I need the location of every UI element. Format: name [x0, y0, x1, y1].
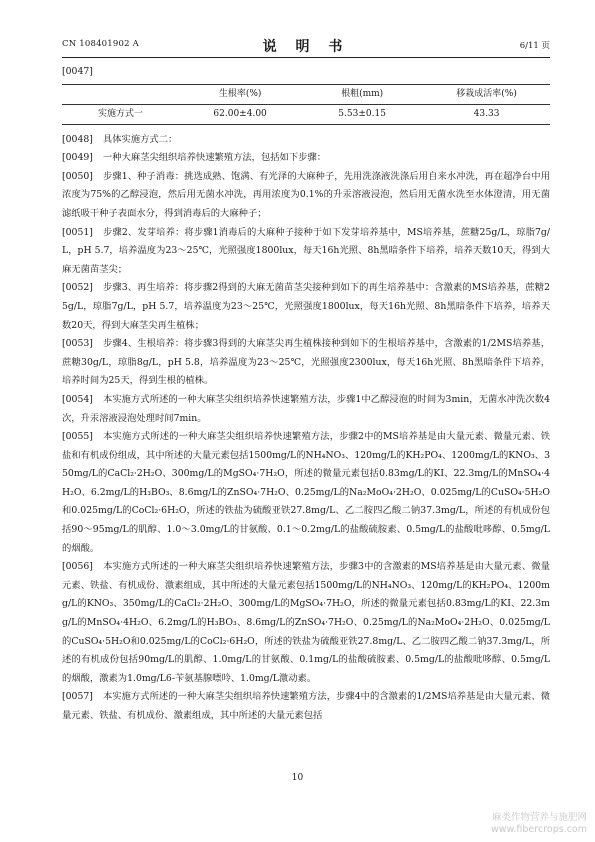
- paragraph-tag: [0054]: [62, 393, 93, 405]
- paragraph-tag: [0052]: [62, 282, 93, 294]
- paragraph-tag: [0050]: [62, 170, 93, 182]
- table-cell: 5.53±0.15: [338, 108, 386, 119]
- paragraph-text: 本实施方式所述的一种大麻茎尖组织培养快速繁殖方法，步骤1中乙醇浸泡的时间为3min，无菌水冲洗次数4次，升汞溶液浸泡处理时间7min。: [62, 393, 550, 424]
- paragraph-text: 一种大麻茎尖组织培养快速繁殖方法，包括如下步骤：: [102, 152, 327, 164]
- paragraph-text: 本实施方式所述的一种大麻茎尖组织培养快速繁殖方法，步骤3中的含激素的MS培养基是由大量元素、微量元素、铁盐、有机成份、激素组成，其中所述的大量元素包括1500mg/L的NH₄NO₃、120mg/L的KH₂PO₄、1200mg/L的KNO₃、350mg/L的CaCl₂·2H₂O、300mg/L的MgSO₄·7H₂O，所述的微量元素包括0.83mg/L的KI、22.3mg/L的MnSO₄·4H₂O、6.2mg/L的H₃BO₃、8.6mg/L的ZnSO₄·7H₂O、0.25mg/L的Na₂MoO₄·2H₂O、0.025mg/L的CuSO₄·5H₂O和0.025mg/L的CoCl₂·6H₂O，所述的铁盐为硫酸亚铁27.8mg/L、乙二胺四乙酸二钠37.3mg/L，所述的有机成份包括90mg/L的肌醇、1.0mg/L的甘氨酸、0.1mg/L的盐酸硫胺素、0.5mg/L的盐酸吡哆醇、0.5mg/L的烟酸，激素为1.0mg/L6-苄氨基腺嘌呤、1.0mg/L激动素。: [62, 561, 550, 684]
- paragraph-0054: [62, 391, 550, 428]
- paragraph-0048: [62, 131, 550, 150]
- paragraph-0057: [62, 688, 550, 725]
- table-cell: 43.33: [473, 108, 500, 119]
- paragraph-tag: [0048]: [62, 133, 93, 145]
- document-body: [62, 63, 550, 726]
- table-row: [62, 104, 550, 124]
- table-header-cell: 移栽成活率(%): [456, 88, 517, 99]
- paragraph-text: 具体实施方式二：: [102, 133, 178, 145]
- paragraph-0055: [62, 428, 550, 558]
- paragraph-0051: [62, 224, 550, 280]
- paragraph-tag: [0057]: [62, 691, 93, 703]
- paragraph-0049: [62, 149, 550, 168]
- paragraph-tag: [0049]: [62, 152, 93, 164]
- watermark-url: www.fibercrops.com: [490, 824, 587, 835]
- page-reference: 6/11 页: [519, 41, 550, 51]
- header-rule: [62, 57, 550, 58]
- paragraph-0053: [62, 335, 550, 391]
- document-title: 说 明 书: [262, 39, 350, 55]
- paragraph-text: 步骤2、发芽培养：将步骤1消毒后的大麻种子接种于如下发芽培养基中，MS培养基，蔗糖25g/L，琼脂7g/L，pH 5.7，培养温度为23～25℃，光照强度1800lux，每天16h光照、8h黑暗条件下培养，培养天数10天，得到大麻无菌苗茎尖；: [62, 226, 550, 275]
- paragraph-text: 本实施方式所述的一种大麻茎尖组织培养快速繁殖方法，步骤4中的含激素的1/2MS培养基是由大量元素、微量元素、铁盐、有机成份、激素组成，其中所述的大量元素包括: [62, 691, 550, 721]
- patent-number: CN 108401902 A: [62, 39, 139, 49]
- table-header-cell: [62, 84, 179, 104]
- paragraph-0052: [62, 279, 550, 335]
- page-header: [62, 36, 550, 54]
- paragraph-text: 步骤3、再生培养：将步骤2得到的大麻无菌苗茎尖接种到如下的再生培养基中：含激素的MS培养基，蔗糖25g/L，琼脂7g/L，pH 5.7，培养温度为23～25℃，光照强度1800lux，每天16h光照、8h黑暗条件下培养，培养天数20天，得到大麻茎尖再生植株；: [62, 282, 550, 331]
- table-header-row: [62, 84, 550, 104]
- paragraph-text: 本实施方式所述的一种大麻茎尖组织培养快速繁殖方法，步骤2中的MS培养基是由大量元素、微量元素、铁盐和有机成份组成，其中所述的大量元素包括1500mg/L的NH₄NO₃、120mg/L的KH₂PO₄、1200mg/L的KNO₃、350mg/L的CaCl₂·2H₂O、300mg/L的MgSO₄·7H₂O，所述的微量元素包括0.83mg/L的KI、22.3mg/L的MnSO₄·4H₂O、6.2mg/L的H₃BO₃、8.6mg/L的ZnSO₄·7H₂O、0.25mg/L的Na₂MoO₄·2H₂O、0.025mg/L的CuSO₄·5H₂O和0.025mg/L的CoCl₂·6H₂O，所述的铁盐为硫酸亚铁27.8mg/L、乙二胺四乙酸二钠37.3mg/L，所述的有机成份包括90～95mg/L的肌醇、1.0～3.0mg/L的甘氨酸、0.1～0.2mg/L的盐酸硫胺素、0.5mg/L的盐酸吡哆醇、0.5mg/L的烟酸。: [62, 431, 550, 554]
- table-cell: 实施方式一: [98, 108, 144, 119]
- table-paragraph-tag: [0047]: [62, 66, 93, 77]
- paragraph-tag: [0051]: [62, 226, 93, 238]
- watermark: [491, 812, 587, 836]
- table-header-cell: 生根率(%): [218, 88, 262, 99]
- paragraph-tag: [0056]: [62, 561, 93, 573]
- paragraph-text: 步骤1、种子消毒：挑选成熟、饱满、有光泽的大麻种子，先用洗涤液洗涤后用自来水冲洗，再在超净台中用浓度为75%的乙醇浸泡，然后用无菌水冲洗，再用浓度为0.1%的升汞溶液浸泡，然后用无菌水洗至水体澄清，用无菌滤纸吸干种子表面水分，得到消毒后的大麻种子；: [62, 170, 550, 219]
- table-cell: 62.00±4.00: [213, 108, 267, 119]
- paragraph-0050: [62, 168, 550, 224]
- page-number: 10: [291, 773, 304, 783]
- paragraph-0056: [62, 558, 550, 688]
- paragraph-tag: [0053]: [62, 338, 93, 350]
- paragraph-text: 步骤4、生根培养：将步骤3得到的大麻茎尖再生植株接种到如下的生根培养基中，含激素的1/2MS培养基，蔗糖30g/L，琼脂8g/L，pH 5.8，培养温度为23～25℃，光照强度2300lux，每天16h光照、8h黑暗条件下培养，培养时间为25天，得到生根的植株。: [62, 338, 550, 387]
- watermark-title: 麻类作物营养与施肥网: [491, 812, 587, 823]
- results-table: [62, 84, 550, 125]
- paragraph-tag: [0055]: [62, 431, 93, 443]
- table-header-cell: 根粗(mm): [341, 88, 384, 99]
